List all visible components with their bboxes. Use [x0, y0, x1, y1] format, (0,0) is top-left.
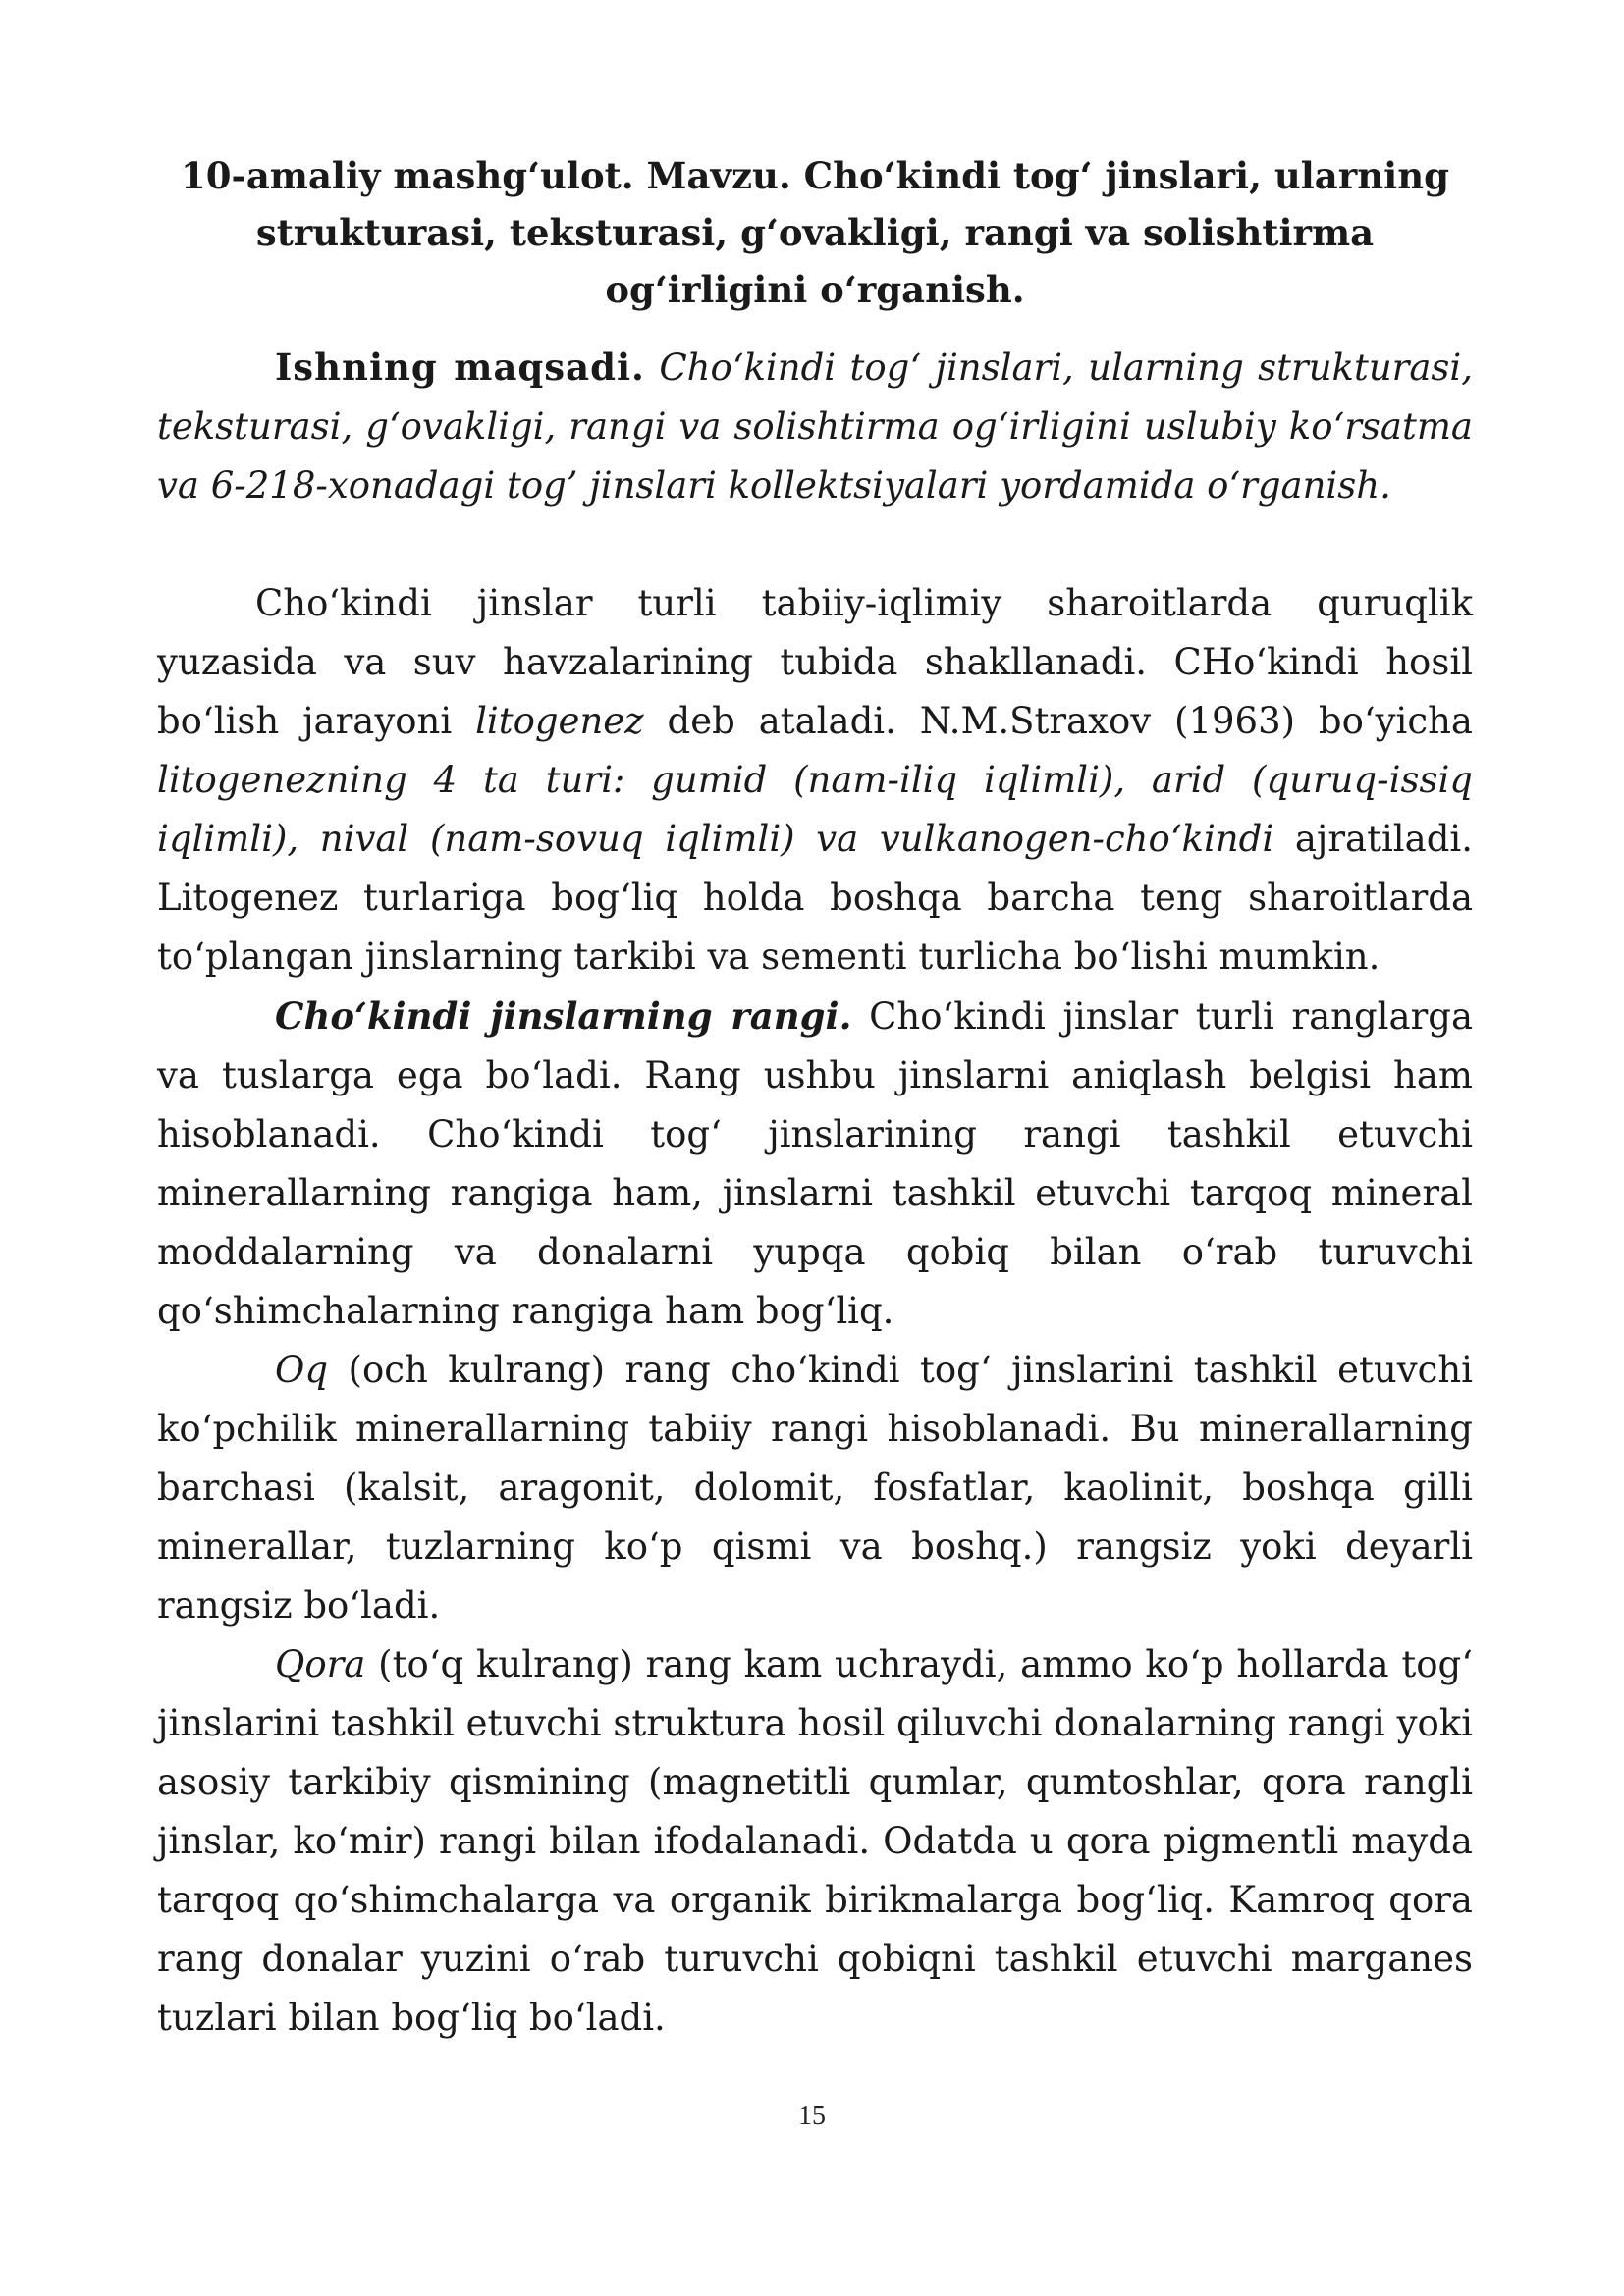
text-span: Cho‘kindi jinslar turli ranglarga va tuslarga ega bo‘ladi. Rang ushbu jinslarni aniqlash belgisi ham hisoblanadi. Cho‘kindi tog‘ jinslarining rangi tashkil etuvchi minerallarning rangiga ham, jinslarni tashkil etuvchi tarqoq mineral moddalarning va donalarni yupqa qobiq bilan o‘rab turuvchi qo‘shimchalarning rangiga ham bog‘liq.	[157, 995, 1474, 1332]
text-span: (to‘q kulrang) rang kam uchraydi, ammo ko‘p hollarda tog‘ jinslarini tashkil etuvchi struktura hosil qiluvchi donalarning rangi yoki asosiy tarkibiy qismining (magnetitli qumlar, qumtoshlar, qora rangli jinslar, ko‘mir) rangi bilan ifodalanadi. Odatda u qora pigmentli mayda tarqoq qo‘shimchalarga va organik birikmalarga bog‘liq. Kamroq qora rang donalar yuzini o‘rab turuvchi qobiqni tashkil etuvchi marganes tuzlari bilan bog‘liq bo‘ladi.	[157, 1643, 1473, 2039]
paragraph-white	[157, 1341, 1473, 1635]
term-oq: Oq	[275, 1349, 329, 1391]
text-span: deb ataladi. N.M.Straxov (1963) bo‘yicha	[643, 700, 1473, 742]
paragraph-black	[157, 1635, 1473, 2048]
aim-text: Cho‘kindi tog‘ jinslari, ularning strukturasi, teksturasi, g‘ovakligi, rangi va solishtirma og‘irligini uslubiy ko‘rsatma va 6-218-xonadagi tog’ jinslari kollektsiyalari yordamida o‘rganish.	[157, 347, 1473, 507]
page-number: 15	[798, 2101, 826, 2131]
paragraph-lithogenesis	[157, 574, 1473, 987]
aim-lead: Ishning maqsadi.	[275, 346, 645, 389]
term-qora: Qora	[275, 1643, 366, 1685]
document-page	[157, 147, 1473, 2048]
page-title: 10-amaliy mashg‘ulot. Mavzu. Cho‘kindi tog‘ jinslari, ularning strukturasi, teksturasi, g‘ovakligi, rangi va solishtirma og‘irligini o‘rganish.	[180, 154, 1450, 311]
aim-paragraph	[157, 338, 1473, 515]
paragraph-color	[157, 987, 1473, 1341]
text-span: Cho‘kindi jinslar turli tabiiy-iqlimiy sharoitlarda quruqlik yuzasida va suv havzalarining tubida shakllanadi. CHo‘kindi hosil bo‘lish jarayoni	[157, 582, 1473, 742]
section-heading-color: Cho‘kindi jinslarning rangi.	[275, 994, 852, 1038]
text-span: ajratiladi. Litogenez turlariga bog‘liq holda boshqa barcha teng sharoitlarda to‘plangan jinslarning tarkibi va sementi turlicha bo‘lishi mumkin.	[157, 818, 1473, 978]
term-lithogenesis-types: litogenezning 4 ta turi: gumid (nam-iliq iqlimli), arid (quruq-issiq iqlimli), nival (nam-sovuq iqlimli) va vulkanogen-cho‘kindi	[157, 759, 1473, 860]
term-litogenez: litogenez	[475, 700, 644, 742]
text-span: (och kulrang) rang cho‘kindi tog‘ jinslarini tashkil etuvchi ko‘pchilik minerallarning tabiiy rangi hisoblanadi. Bu minerallarning barchasi (kalsit, aragonit, dolomit, fosfatlar, kaolinit, boshqa gilli minerallar, tuzlarning ko‘p qismi va boshq.) rangsiz yoki deyarli rangsiz bo‘ladi.	[157, 1349, 1473, 1627]
